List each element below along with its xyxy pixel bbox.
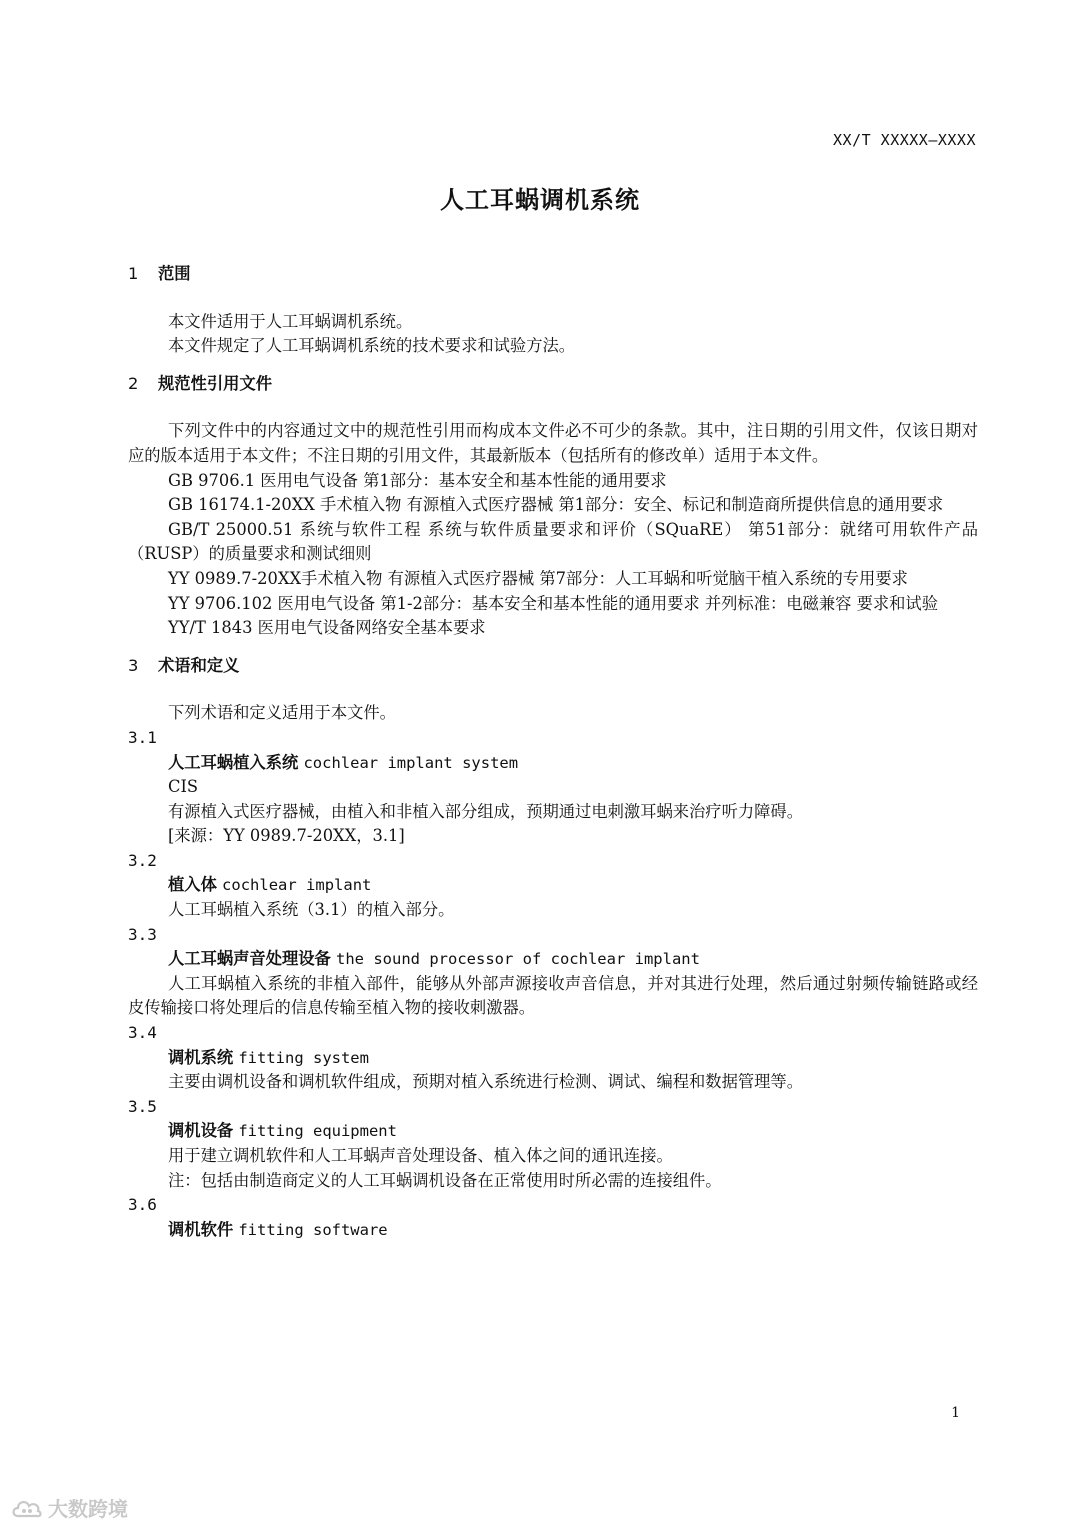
paragraph: 本文件规定了人工耳蜗调机系统的技术要求和试验方法。 xyxy=(168,336,576,356)
reference-item: YY/T 1843 医用电气设备网络安全基本要求 xyxy=(168,618,486,638)
term-definition: 人工耳蜗植入系统（3.1）的植入部分。 xyxy=(168,900,455,920)
document-title: 人工耳蜗调机系统 xyxy=(440,186,640,214)
term-note: 注：包括由制造商定义的人工耳蜗调机设备在正常使用时所必需的连接组件。 xyxy=(168,1170,722,1190)
reference-item: GB/T 25000.51 系统与软件工程 系统与软件质量要求和评价（SQuaRE） 第51部分：就绪可用软件产品（RUSP）的质量要求和测试细则 xyxy=(128,519,978,564)
term-title: 调机设备 fitting equipment xyxy=(168,1121,397,1141)
paragraph: 本文件适用于人工耳蜗调机系统。 xyxy=(168,311,413,331)
term-definition: 有源植入式医疗器械，由植入和非植入部分组成，预期通过电刺激耳蜗来治疗听力障碍。 xyxy=(168,801,803,821)
paragraph: 下列术语和定义适用于本文件。 xyxy=(168,703,396,723)
term-title: 调机软件 fitting software xyxy=(168,1219,388,1239)
term-number: 3.4 xyxy=(128,1023,157,1043)
section-heading-normative-references: 2 规范性引用文件 xyxy=(128,373,272,393)
standard-code: XX/T XXXXX—XXXX xyxy=(833,131,976,149)
section-heading-scope: 1 范围 xyxy=(128,264,191,283)
term-number: 3.1 xyxy=(128,727,157,747)
term-definition: 人工耳蜗植入系统的非植入部件，能够从外部声源接收声音信息，并对其进行处理，然后通过射频传输链路或经皮传输接口将处理后的信息传输至植入物的接收刺激器。 xyxy=(128,973,978,1018)
cloud-logo-icon xyxy=(10,1496,44,1520)
page-number: 1 xyxy=(951,1405,960,1421)
term-title: 人工耳蜗植入系统 cochlear implant system xyxy=(168,752,519,772)
paragraph: 下列文件中的内容通过文中的规范性引用而构成本文件必不可少的条款。其中，注日期的引用文件，仅该日期对应的版本适用于本文件；不注日期的引用文件，其最新版本（包括所有的修改单）适用于本文件。 xyxy=(128,421,978,465)
document-body xyxy=(128,262,978,1242)
reference-item: YY 0989.7-20XX手术植入物 有源植入式医疗器械 第7部分：人工耳蜗和听觉脑干植入系统的专用要求 xyxy=(168,568,908,588)
term-number: 3.2 xyxy=(128,850,157,870)
term-definition: 主要由调机设备和调机软件组成，预期对植入系统进行检测、调试、编程和数据管理等。 xyxy=(168,1072,803,1092)
term-number: 3.6 xyxy=(128,1195,157,1215)
watermark xyxy=(10,1493,128,1522)
reference-item: GB 9706.1 医用电气设备 第1部分：基本安全和基本性能的通用要求 xyxy=(168,470,667,490)
term-number: 3.3 xyxy=(128,924,157,944)
term-number: 3.5 xyxy=(128,1096,157,1116)
section-heading-terms: 3 术语和定义 xyxy=(128,655,240,675)
term-abbreviation: CIS xyxy=(168,777,199,797)
term-source: [来源：YY 0989.7-20XX，3.1] xyxy=(168,826,405,846)
watermark-text: 大数跨境 xyxy=(48,1497,128,1521)
term-definition: 用于建立调机软件和人工耳蜗声音处理设备、植入体之间的通讯连接。 xyxy=(168,1146,673,1165)
term-title: 调机系统 fitting system xyxy=(168,1047,369,1067)
term-title: 植入体 cochlear implant xyxy=(168,875,372,895)
reference-item: GB 16174.1-20XX 手术植入物 有源植入式医疗器械 第1部分：安全、标记和制造商所提供信息的通用要求 xyxy=(168,495,944,515)
reference-item: YY 9706.102 医用电气设备 第1-2部分：基本安全和基本性能的通用要求 并列标准：电磁兼容 要求和试验 xyxy=(168,593,938,613)
term-title: 人工耳蜗声音处理设备 the sound processor of cochlear implant xyxy=(168,949,700,969)
